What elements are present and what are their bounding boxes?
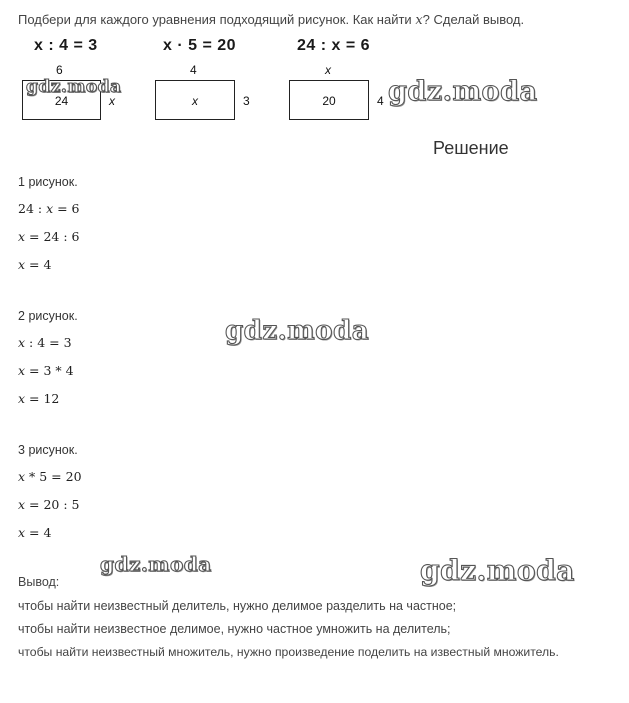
section-1-line-2 xyxy=(18,229,80,244)
watermark: gdz.moda xyxy=(100,552,212,576)
section-2-title xyxy=(18,309,78,323)
equation-2: x · 5 = 20 xyxy=(163,37,237,54)
line-part: : 4 = 3 xyxy=(25,335,72,350)
section-3-title xyxy=(18,443,78,457)
line-variable: x xyxy=(18,335,26,350)
watermark: gdz.moda xyxy=(26,77,122,97)
line-part: = 24 : 6 xyxy=(25,229,80,244)
line-variable: x xyxy=(18,391,26,406)
section-1-number: 1 xyxy=(18,175,25,189)
picture-2-rectangle xyxy=(155,80,235,120)
task-text-end: ? Сделай вывод. xyxy=(422,12,525,27)
line-variable: x xyxy=(18,257,26,272)
equation-3: 24 : x = 6 xyxy=(297,37,371,54)
conclusion-line-2: чтобы найти неизвестное делимое, нужно частное умножить на делитель; xyxy=(18,622,451,636)
section-2-line-3 xyxy=(18,391,59,406)
picture-2-side-label: 3 xyxy=(243,94,250,108)
conclusion-line-3: чтобы найти неизвестный множитель, нужно произведение поделить на известный множитель. xyxy=(18,645,559,659)
section-2-line-2 xyxy=(18,363,74,378)
watermark: gdz.moda xyxy=(225,316,370,346)
line-variable: x xyxy=(18,363,26,378)
equation-1: x : 4 = 3 xyxy=(34,37,98,54)
section-3-line-3 xyxy=(18,525,51,540)
section-1-label: рисунок. xyxy=(28,175,78,189)
section-3-number: 3 xyxy=(18,443,25,457)
line-variable: x xyxy=(18,497,26,512)
picture-2-top-label: 4 xyxy=(190,63,197,77)
solution-heading: Решение xyxy=(433,138,509,158)
picture-2-inside-label: x xyxy=(192,94,198,108)
picture-3-inside-label: 20 xyxy=(322,94,336,108)
section-1-title xyxy=(18,175,78,189)
section-3-line-1 xyxy=(18,469,82,484)
task-text-start: Подбери для каждого уравнения подходящий рисунок. Как найти xyxy=(18,12,416,27)
line-part: = 12 xyxy=(25,391,60,406)
line-variable: x xyxy=(46,201,54,216)
line-part: * 5 = 20 xyxy=(25,469,82,484)
line-part: = 20 : 5 xyxy=(25,497,80,512)
section-2-label: рисунок. xyxy=(28,309,78,323)
line-variable: x xyxy=(18,469,26,484)
line-part: = 4 xyxy=(25,525,52,540)
line-part: = 3 * 4 xyxy=(25,363,74,378)
section-1-line-3 xyxy=(18,257,51,272)
section-1-line-1 xyxy=(18,201,80,216)
picture-3-top-label: x xyxy=(325,63,331,77)
line-variable: x xyxy=(18,525,26,540)
watermark: gdz.moda xyxy=(420,554,575,587)
line-part: 24 : xyxy=(18,201,47,216)
section-3-label: рисунок. xyxy=(28,443,78,457)
section-3-line-2 xyxy=(18,497,80,512)
task-variable: x xyxy=(415,13,423,28)
line-part: = 4 xyxy=(25,257,52,272)
line-part: = 6 xyxy=(53,201,80,216)
picture-3-side-label: 4 xyxy=(377,94,384,108)
line-variable: x xyxy=(18,229,26,244)
picture-1-top-label: 6 xyxy=(56,63,63,77)
conclusion-label: Вывод: xyxy=(18,575,60,589)
watermark: gdz.moda xyxy=(388,76,538,107)
conclusion-line-1: чтобы найти неизвестный делитель, нужно делимое разделить на частное; xyxy=(18,599,457,613)
section-2-line-1 xyxy=(18,335,72,350)
task-statement xyxy=(18,12,524,28)
picture-3-rectangle xyxy=(289,80,369,120)
picture-1-inside-label: 24 xyxy=(54,94,69,108)
picture-1-side-label: x xyxy=(109,94,115,108)
section-2-number: 2 xyxy=(18,309,25,323)
